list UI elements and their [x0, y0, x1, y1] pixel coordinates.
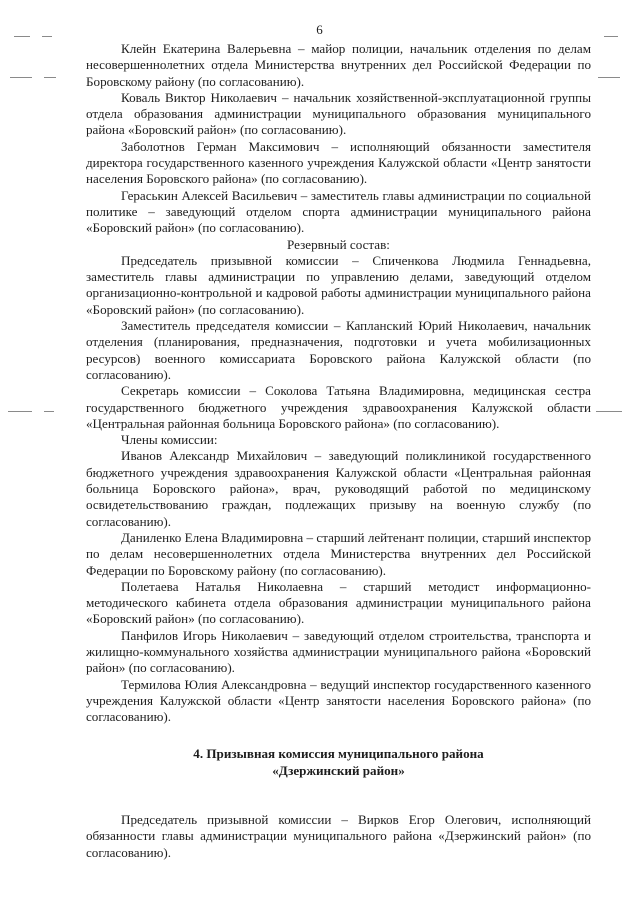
scan-mark [8, 411, 32, 412]
section-paragraph: Председатель призывной комиссии – Вирков Егор Олегович, исполняющий обязанности главы администрации муниципального района «Дзержинский район» (по согласованию). [86, 812, 591, 860]
member-entry: Клейн Екатерина Валерьевна – майор полиции, начальник отделения по делам несовершеннолетних отдела Министерства внутренних дел Российской Федерации по Боровскому району (по согласованию). [86, 41, 591, 89]
scan-mark [596, 411, 622, 412]
scan-mark [44, 77, 56, 78]
scan-mark [14, 36, 30, 37]
scan-mark [598, 77, 620, 78]
member-entry: Панфилов Игорь Николаевич – заведующий отделом строительства, транспорта и жилищно-коммунального хозяйства администрации муниципального района «Боровский район» (по согласованию). [86, 627, 591, 676]
member-entry: Полетаева Наталья Николаевна – старший методист информационно-методического кабинета отдела образования администрации муниципального района «Боровский район» (по согласованию). [86, 578, 591, 627]
document-body [86, 41, 591, 861]
member-entry: Председатель призывной комиссии – Спиченкова Людмила Геннадьевна, заместитель главы администрации по управлению делами, заведующий отделом организационно-контрольной и кадровой работы администрации муниципального района «Боровский район» (по согласованию). [86, 252, 591, 317]
member-entry: Коваль Виктор Николаевич – начальник хозяйственной-эксплуатационной группы отдела образования администрации муниципального образования муниципального района «Боровский район» (по согласованию). [86, 89, 591, 138]
member-entry: Иванов Александр Михайлович – заведующий поликлиникой государственного бюджетного учреждения здравоохранения Калужской области «Центральная районная больница Боровского района», врач, руководящий работой по медицинскому освидетельствованию граждан, подлежащих призыву на военную службу (по согласованию). [86, 448, 591, 529]
member-entry: Термилова Юлия Александровна – ведущий инспектор государственного казенного учреждения Калужской области «Центр занятости населения Боровского района» (по согласованию). [86, 676, 591, 725]
section-heading-line2: «Дзержинский район» [272, 762, 405, 778]
page-number: 6 [316, 22, 323, 37]
reserve-heading: Резервный состав: [287, 236, 390, 252]
scan-mark [44, 411, 54, 412]
scan-mark [604, 36, 618, 37]
member-entry: Секретарь комиссии – Соколова Татьяна Владимировна, медицинская сестра государственного бюджетного учреждения здравоохранения Калужской области «Центральная районная больница Боровского района» (по согласованию). [86, 383, 591, 431]
member-entry: Даниленко Елена Владимировна – старший лейтенант полиции, старший инспектор по делам несовершеннолетних отдела Министерства внутренних дел Российской Федерации по Боровскому району (по согласованию). [86, 529, 591, 578]
member-entry: Заболотнов Герман Максимович – исполняющий обязанности заместителя директора государственного казенного учреждения Калужской области «Центр занятости населения Боровского района» (по согласованию). [86, 138, 591, 187]
member-entry: Гераськин Алексей Васильевич – заместитель главы администрации по социальной политике – заведующий отделом спорта администрации муниципального района «Боровский район» (по согласованию). [86, 187, 591, 236]
scan-mark [10, 77, 32, 78]
member-entry: Заместитель председателя комиссии – Капланский Юрий Николаевич, начальник отделения (планирования, предназначения, подготовки и учета мобилизационных ресурсов) военного комиссариата Боровского района Калужской области (по согласованию). [86, 318, 591, 382]
members-heading: Члены комиссии: [121, 432, 218, 448]
scan-mark [42, 36, 52, 37]
section-heading-line1: 4. Призывная комиссия муниципального района [193, 746, 484, 762]
